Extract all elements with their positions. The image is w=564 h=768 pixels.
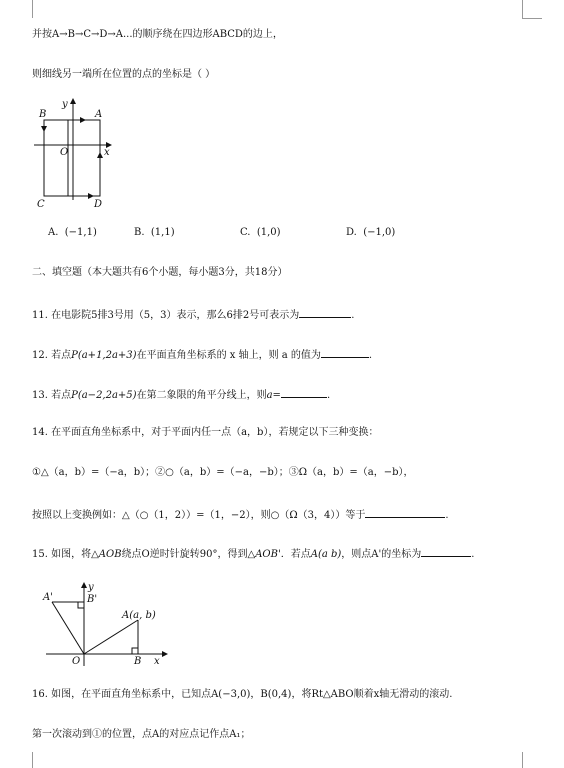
option-d: D. (−1,0) — [346, 227, 396, 238]
answer-blank-11[interactable] — [299, 306, 351, 318]
answer-blank-13[interactable] — [281, 386, 327, 398]
answer-blank-12[interactable] — [321, 346, 369, 358]
crop-mark-top-right-h — [522, 18, 542, 19]
x-axis-arrow-2 — [162, 651, 168, 657]
problem-question-line: 则细线另一端所在位置的点的坐标是（ ） — [32, 69, 216, 80]
segment-OA — [84, 620, 138, 654]
arrow-left — [41, 126, 47, 132]
label-D: D — [94, 199, 103, 210]
option-b: B. (1,1) — [134, 227, 175, 238]
question-11: 11. 在电影院5排3号用（5，3）表示，那么6排2号可表示为 . — [32, 306, 354, 323]
label-A: A — [95, 109, 103, 120]
option-a: A. (−1,1) — [48, 227, 97, 238]
problem-intro-line: 并按A→B→C→D→A...的顺序绕在四边形ABCD的边上， — [32, 29, 283, 40]
rotation-figure — [38, 580, 178, 672]
right-angle-B-prime — [78, 602, 84, 608]
label-x: x — [104, 147, 110, 158]
label-C: C — [37, 199, 45, 210]
question-14-example: 按照以上变换例如：△（○（1，2））=（1，−2），则○（Ω（3，4））等于 . — [32, 506, 449, 523]
segment-OA-prime — [52, 602, 84, 654]
crop-mark-bottom-left — [32, 752, 33, 768]
label-O: O — [60, 147, 69, 158]
question-15: 15. 如图，将△AOB绕点O逆时针旋转90°，得到△AOB'．若点A(a b)，则点A'的坐标为 . — [32, 545, 474, 562]
question-16-next: 第一次滚动到①的位置，点A的对应点记作点A₁； — [32, 729, 251, 740]
arrow-right — [97, 152, 103, 158]
y-axis-arrow — [70, 98, 76, 104]
crop-mark-top-right — [522, 0, 523, 18]
arrow-top — [80, 117, 86, 123]
label-B-2: B — [134, 656, 142, 667]
y-axis-arrow-2 — [81, 582, 87, 588]
question-13: 13. 若点P(a−2,2a+5)在第二象限的角平分线上，则a= . — [32, 386, 330, 403]
answer-blank-14[interactable] — [365, 506, 445, 518]
label-A-2: A(a, b) — [122, 610, 156, 621]
question-12: 12. 若点P(a+1,2a+3)在平面直角坐标系的 x 轴上，则 a 的值为 . — [32, 346, 372, 363]
label-B-prime: B' — [87, 594, 98, 605]
crop-mark-top-left — [32, 0, 33, 18]
label-A-prime: A' — [43, 592, 53, 603]
label-y: y — [62, 99, 68, 110]
quadrilateral-figure — [28, 96, 128, 210]
rect-abcd — [44, 120, 100, 196]
section-heading: 二、填空题（本大题共有6个小题，每小题3分，共18分） — [32, 267, 288, 278]
option-c: C. (1,0) — [240, 227, 281, 238]
right-angle-B — [132, 648, 138, 654]
question-16-stem: 16. 如图，在平面直角坐标系中，已知点A(−3,0)，B(0,4)，将Rt△ABO顺着x轴无滑动的滚动. — [32, 689, 453, 700]
question-14-stem: 14. 在平面直角坐标系中，对于平面内任一点（a，b），若规定以下三种变换： — [32, 427, 379, 438]
crop-mark-bottom-right — [522, 752, 523, 768]
answer-blank-15[interactable] — [421, 545, 471, 557]
label-O-2: O — [72, 656, 81, 667]
question-14-rules: ①△（a，b）=（−a，b）；②○（a，b）=（−a，−b）；③Ω（a，b）=（a，−b）， — [32, 467, 414, 478]
label-B: B — [39, 109, 47, 120]
label-y-2: y — [88, 582, 94, 593]
label-x-2: x — [154, 656, 160, 667]
